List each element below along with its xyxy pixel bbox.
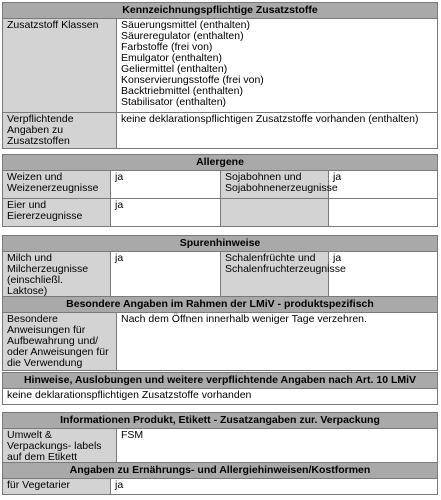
section-besondere-angaben xyxy=(2,296,438,371)
klasse-item: Stabilisator (enthalten) xyxy=(121,96,227,108)
anweisungen-label: Besondere Anweisungen für Aufbewahrung und/ oder Anweisungen für die Verwendung xyxy=(3,313,117,371)
umwelt-label: Umwelt & Verpackungs- labels auf dem Etikett xyxy=(3,429,117,465)
produkt-header: Informationen Produkt, Etikett - Zusatzangaben zur. Verpackung xyxy=(3,413,438,429)
milch-value: ja xyxy=(111,252,221,299)
ernaehrung-table xyxy=(2,462,438,495)
anweisungen-value: Nach dem Öffnen innerhalb weniger Tage verzehren. xyxy=(117,313,438,371)
allergene-table xyxy=(2,154,438,227)
eier-value: ja xyxy=(111,199,221,227)
klasse-item: Säuerungsmittel (enthalten) xyxy=(121,19,250,31)
besondere-table xyxy=(2,296,438,371)
section-zusatzstoffe xyxy=(2,2,438,149)
verpflichtende-angaben-value: keine deklarationspflichtigen Zusatzstoffe vorhanden (enthalten) xyxy=(117,113,438,149)
empty-label-cell xyxy=(221,199,329,227)
weizen-value: ja xyxy=(111,171,221,199)
verpflichtende-angaben-label: Verpflichtende Angaben zu Zusatzstoffen xyxy=(3,113,117,149)
section-ernaehrung xyxy=(2,462,438,495)
zusatzstoff-klassen-list xyxy=(117,19,438,113)
spuren-table xyxy=(2,235,438,299)
soja-label: Sojabohnen und Sojabohnenerzeugnisse xyxy=(221,171,329,199)
section-spurenhinweise xyxy=(2,235,438,299)
hinweise-header: Hinweise, Auslobungen und weitere verpflichtende Angaben nach Art. 10 LMiV xyxy=(3,373,438,389)
vegetarier-label: für Vegetarier xyxy=(3,479,111,495)
eier-label: Eier und Eiererzeugnisse xyxy=(3,199,111,227)
vegetarier-value: ja xyxy=(111,479,438,495)
empty-value-cell xyxy=(329,199,438,227)
besondere-header: Besondere Angaben im Rahmen der LMiV - produktspezifisch xyxy=(3,297,438,313)
soja-value: ja xyxy=(329,171,438,199)
zusatzstoffe-table xyxy=(2,2,438,149)
klasse-item: Emulgator (enthalten) xyxy=(121,52,222,64)
section-produkt-info xyxy=(2,412,438,465)
klasse-item: Konservierungsstoffe (frei von) xyxy=(121,74,264,86)
milch-label: Milch und Milcherzeugnisse (einschließl. Laktose) xyxy=(3,252,111,299)
klasse-item: Farbstoffe (frei von) xyxy=(121,41,213,53)
hinweise-table xyxy=(2,372,438,405)
produkt-table xyxy=(2,412,438,465)
weizen-label: Weizen und Weizenerzeugnisse xyxy=(3,171,111,199)
umwelt-value: FSM xyxy=(117,429,438,465)
schalen-value: ja xyxy=(329,252,438,299)
spuren-header: Spurenhinweise xyxy=(3,236,438,252)
section-allergene xyxy=(2,154,438,227)
section-hinweise xyxy=(2,372,438,405)
klasse-item: Backtriebmittel (enthalten) xyxy=(121,85,243,97)
allergene-header: Allergene xyxy=(3,155,438,171)
ernaehrung-header: Angaben zu Ernährungs- und Allergiehinweisen/Kostformen xyxy=(3,463,438,479)
schalen-label: Schalenfrüchte und Schalenfruchterzeugnisse xyxy=(221,252,329,299)
klasse-item: Geliermittel (enthalten) xyxy=(121,63,228,75)
hinweise-value: keine deklarationspflichtigen Zusatzstoffe vorhanden xyxy=(3,389,438,405)
zusatzstoffe-header: Kennzeichnungspflichtige Zusatzstoffe xyxy=(3,3,438,19)
zusatzstoff-klassen-label: Zusatzstoff Klassen xyxy=(3,19,117,113)
klasse-item: Säureregulator (enthalten) xyxy=(121,30,244,42)
